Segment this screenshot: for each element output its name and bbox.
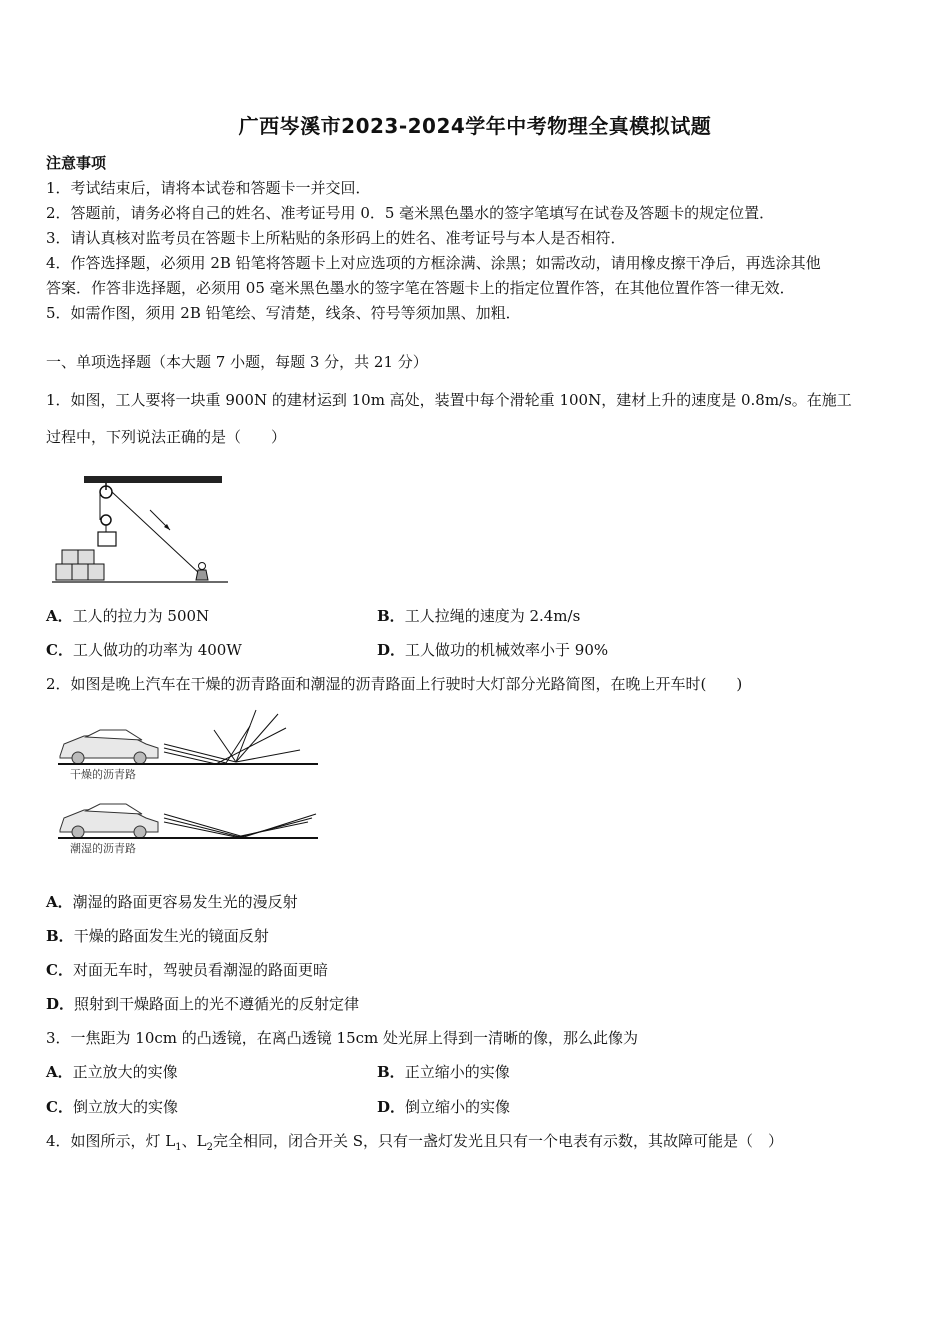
q3-option-c[interactable] <box>46 1096 178 1117</box>
option-letter: D． <box>377 1098 406 1116</box>
option-letter: C． <box>46 1098 73 1116</box>
q3-option-d[interactable] <box>377 1096 510 1117</box>
q2-option-b[interactable] <box>46 925 269 946</box>
question-4-stem <box>46 1130 783 1153</box>
wet-road-label: 潮湿的沥青路 <box>70 842 136 855</box>
option-text: 倒立放大的实像 <box>72 1098 178 1116</box>
q1-option-c[interactable] <box>46 639 242 660</box>
q3-option-a[interactable] <box>46 1061 178 1082</box>
option-text: 工人做功的机械效率小于 90% <box>405 641 609 659</box>
option-letter: B． <box>377 607 405 625</box>
section-heading: 一、单项选择题（本大题 7 小题，每题 3 分，共 21 分） <box>46 353 428 371</box>
option-text: 工人的拉力为 500N <box>72 607 210 625</box>
page-title: 广西岑溪市2023-2024学年中考物理全真模拟试题 <box>238 114 712 138</box>
option-letter: C． <box>46 641 73 659</box>
dry-road-label: 干燥的沥青路 <box>70 768 136 781</box>
option-text: 工人拉绳的速度为 2.4m/s <box>404 607 581 625</box>
q1-option-a[interactable] <box>46 605 209 626</box>
q4-stem-part: 完全相同，闭合开关 S，只有一盏灯发光且只有一个电表有示数，其故障可能是（ ） <box>213 1132 784 1150</box>
option-letter: D． <box>46 995 75 1013</box>
option-letter: A． <box>46 893 73 911</box>
option-letter: C． <box>46 961 73 979</box>
option-text: 干燥的路面发生光的镜面反射 <box>73 927 269 945</box>
q2-option-a[interactable] <box>46 891 298 912</box>
q2-option-c[interactable] <box>46 959 328 980</box>
option-text: 对面无车时，驾驶员看潮湿的路面更暗 <box>72 961 328 979</box>
notice-item: 1．考试结束后，请将本试卷和答题卡一并交回． <box>46 179 371 197</box>
option-letter: D． <box>377 641 406 659</box>
option-text: 照射到干燥路面上的光不遵循光的反射定律 <box>74 995 360 1013</box>
notice-heading: 注意事项 <box>46 154 107 172</box>
option-text: 倒立缩小的实像 <box>405 1098 511 1116</box>
q4-stem-part: 、L <box>181 1132 207 1150</box>
option-text: 正立缩小的实像 <box>404 1063 510 1081</box>
q1-option-d[interactable] <box>377 639 608 660</box>
option-letter: B． <box>46 927 74 945</box>
option-text: 潮湿的路面更容易发生光的漫反射 <box>72 893 298 911</box>
question-1-stem-cont: 过程中，下列说法正确的是（ ） <box>46 428 287 446</box>
option-letter: A． <box>46 1063 73 1081</box>
pulley-figure <box>50 470 230 592</box>
option-letter: B． <box>377 1063 405 1081</box>
question-2-stem: 2．如图是晚上汽车在干燥的沥青路面和潮湿的沥青路面上行驶时大灯部分光路简图，在晚上开车时( ) <box>46 675 743 693</box>
q3-option-b[interactable] <box>377 1061 510 1082</box>
notice-item: 4．作答选择题，必须用 2B 铅笔将答题卡上对应选项的方框涂满、涂黑；如需改动，请用橡皮擦干净后，再选涂其他 <box>46 254 821 272</box>
option-text: 工人做功的功率为 400W <box>72 641 242 659</box>
question-3-stem: 3．一焦距为 10cm 的凸透镜，在离凸透镜 15cm 处光屏上得到一清晰的像，那么此像为 <box>46 1029 639 1047</box>
notice-item: 3．请认真核对监考员在答题卡上所粘贴的条形码上的姓名、准考证号与本人是否相符． <box>46 229 626 247</box>
option-text: 正立放大的实像 <box>72 1063 178 1081</box>
q4-subscript: 1 <box>175 1142 182 1153</box>
option-letter: A． <box>46 607 73 625</box>
headlight-figure <box>54 706 324 861</box>
notice-item: 5．如需作图，须用 2B 铅笔绘、写清楚，线条、符号等须加黑、加粗． <box>46 304 521 322</box>
notice-item: 2．答题前，请务必将自己的姓名、准考证号用 0．5 毫米黑色墨水的签字笔填写在试卷及答题卡的规定位置． <box>46 204 775 222</box>
q4-stem-part: 4．如图所示，灯 L <box>46 1132 176 1150</box>
q1-option-b[interactable] <box>377 605 580 626</box>
question-1-stem: 1．如图，工人要将一块重 900N 的建材运到 10m 高处，装置中每个滑轮重 100N，建材上升的速度是 0.8m/s。在施工 <box>46 391 852 409</box>
notice-item: 答案．作答非选择题，必须用 05 毫米黑色墨水的签字笔在答题卡上的指定位置作答，在其他位置作答一律无效． <box>46 279 795 297</box>
q4-subscript: 2 <box>206 1142 213 1153</box>
q2-option-d[interactable] <box>46 993 359 1014</box>
